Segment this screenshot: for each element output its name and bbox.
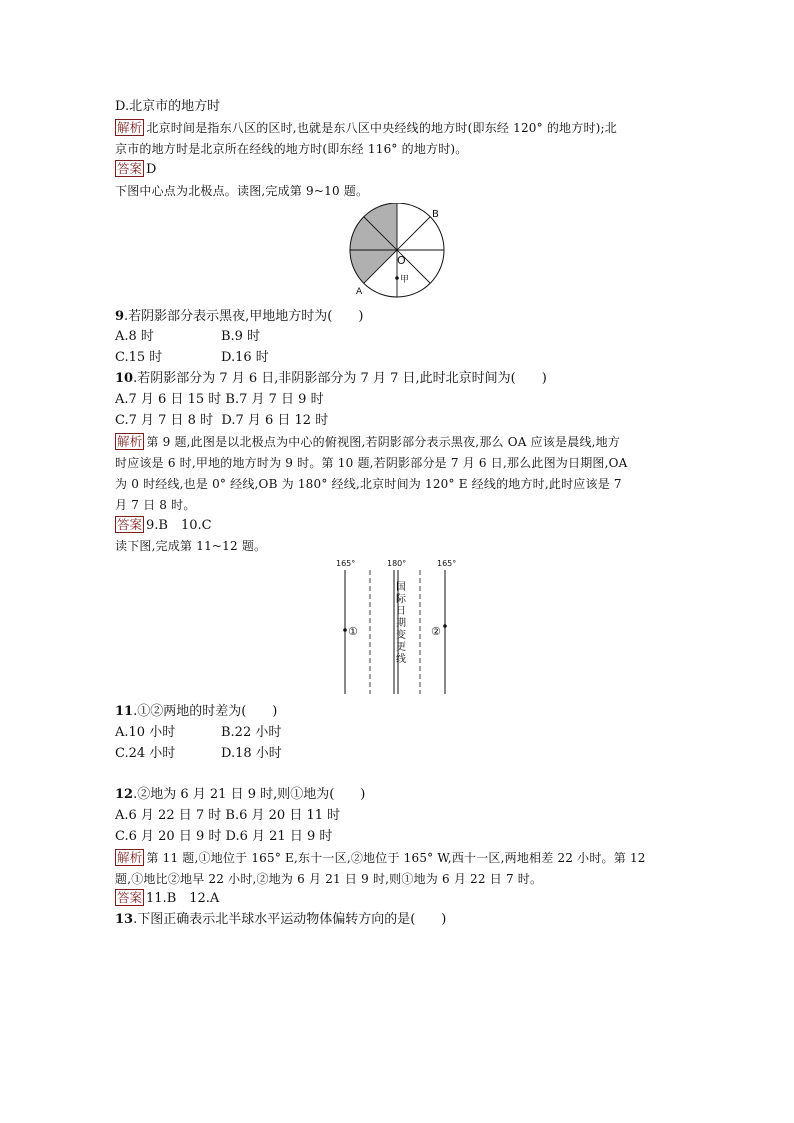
question-11: [115, 702, 277, 722]
intro-11-12: 读下图,完成第 11~12 题。: [115, 539, 267, 553]
q10-options-row-1: [115, 390, 324, 410]
explanation-2-line-1: [115, 432, 620, 452]
explanation-3-line-1: [115, 848, 646, 868]
explanation-1-line-2: 京市的地方时是北京所在经线的地方时(即东经 116° 的地方时)。: [115, 142, 468, 156]
question-number: 10: [115, 371, 134, 386]
question-number: 11: [115, 704, 134, 719]
q9-options-row-2: [115, 348, 269, 368]
label-165-right: 165°: [437, 559, 457, 568]
answer-text: D: [146, 162, 157, 177]
option-b[interactable]: B.22 小时: [221, 725, 282, 740]
label-o: O: [397, 254, 406, 267]
option-c[interactable]: C.24 小时: [115, 746, 176, 761]
explanation-2-line-4: 月 7 日 8 时。: [115, 498, 196, 512]
answer-2: [115, 516, 212, 536]
question-text: .若阴影部分表示黑夜,甲地地方时为( ): [124, 309, 364, 324]
explanation-2-line-2: 时应该是 6 时,甲地的地方时为 9 时。第 10 题,若阴影部分是 7 月 6 日,那么此图为日期图,OA: [115, 456, 628, 470]
option-d[interactable]: D.6 月 21 日 9 时: [225, 829, 333, 844]
q12-options-row-1: [115, 806, 340, 826]
question-10: [115, 369, 547, 389]
point-2-dot: [443, 624, 447, 628]
jia-point: [395, 276, 399, 280]
explanation-text: 第 9 题,此图是以北极点为中心的俯视图,若阴影部分表示黑夜,那么 OA 应该是晨线,地方: [146, 435, 621, 449]
answer-text: 11.B 12.A: [146, 891, 220, 906]
option-c[interactable]: C.6 月 20 日 9 时: [115, 829, 222, 844]
analysis-tag: 解析: [117, 120, 143, 135]
option-d[interactable]: D.7 月 6 日 12 时: [221, 413, 329, 428]
q12-options-row-2: [115, 827, 332, 847]
option-c[interactable]: C.15 时: [115, 350, 163, 365]
q11-options-row-1: [115, 723, 281, 743]
explanation-3-line-2: 题,①地比②地早 22 小时,②地为 6 月 21 日 9 时,则①地为 6 月 22 日 7 时。: [115, 872, 543, 886]
question-number: 13: [115, 912, 134, 927]
answer-tag: 答案: [117, 161, 143, 176]
date-line-label: 国际日期变更线: [396, 582, 406, 665]
option-b[interactable]: B.6 月 20 日 11 时: [225, 808, 341, 823]
label-a: A: [356, 287, 363, 297]
q10-options-row-2: [115, 411, 328, 431]
label-180: 180°: [387, 559, 407, 568]
question-text: .①②两地的时差为( ): [133, 704, 278, 719]
explanation-1-line-1: [115, 118, 617, 138]
question-number: 9: [115, 309, 125, 324]
option-d[interactable]: D.18 小时: [221, 746, 282, 761]
point-1-label: ①: [348, 625, 358, 638]
q9-options-row-1: [115, 327, 260, 347]
option-d[interactable]: D.16 时: [221, 350, 269, 365]
point-1-dot: [343, 628, 347, 632]
question-text: .②地为 6 月 21 日 9 时,则①地为( ): [133, 787, 366, 802]
question-13: [115, 910, 446, 930]
analysis-tag: 解析: [117, 434, 143, 449]
question-text: .下图正确表示北半球水平运动物体偏转方向的是( ): [133, 912, 447, 927]
option-b[interactable]: B.9 时: [221, 329, 261, 344]
answer-3: [115, 889, 219, 909]
answer-tag: 答案: [117, 517, 143, 532]
option-d-previous: D.北京市的地方时: [115, 99, 221, 114]
answer-tag: 答案: [117, 890, 143, 905]
label-b: B: [432, 209, 439, 220]
option-b[interactable]: B.7 月 7 日 9 时: [225, 392, 324, 407]
polar-view-diagram: [340, 203, 455, 303]
date-line-diagram: [330, 556, 460, 698]
option-a[interactable]: A.10 小时: [115, 725, 176, 740]
answer-text: 9.B 10.C: [146, 518, 212, 533]
option-c[interactable]: C.7 月 7 日 8 时: [115, 413, 214, 428]
q11-options-row-2: [115, 744, 282, 764]
explanation-2-line-3: 为 0 时经线,也是 0° 经线,OB 为 180° 经线,北京时间为 120° E 经线的地方时,此时应该是 7: [115, 477, 622, 491]
label-jia: 甲: [400, 275, 410, 285]
answer-1: [115, 160, 156, 180]
question-number: 12: [115, 787, 134, 802]
explanation-text: 第 11 题,①地位于 165° E,东十一区,②地位于 165° W,西十一区,两地相差 22 小时。第 12: [146, 851, 646, 865]
point-2-label: ②: [431, 625, 441, 638]
analysis-tag: 解析: [117, 850, 143, 865]
option-a[interactable]: A.6 月 22 日 7 时: [115, 808, 222, 823]
option-a[interactable]: A.8 时: [115, 329, 154, 344]
explanation-text: 北京时间是指东八区的区时,也就是东八区中央经线的地方时(即东经 120° 的地方时);北: [146, 121, 617, 135]
label-165-left: 165°: [336, 559, 356, 568]
question-9: [115, 307, 363, 327]
question-12: [115, 785, 365, 805]
intro-9-10: 下图中心点为北极点。读图,完成第 9~10 题。: [115, 184, 369, 198]
question-text: .若阴影部分为 7 月 6 日,非阴影部分为 7 月 7 日,此时北京时间为( ): [133, 371, 547, 386]
option-a[interactable]: A.7 月 6 日 15 时: [115, 392, 222, 407]
